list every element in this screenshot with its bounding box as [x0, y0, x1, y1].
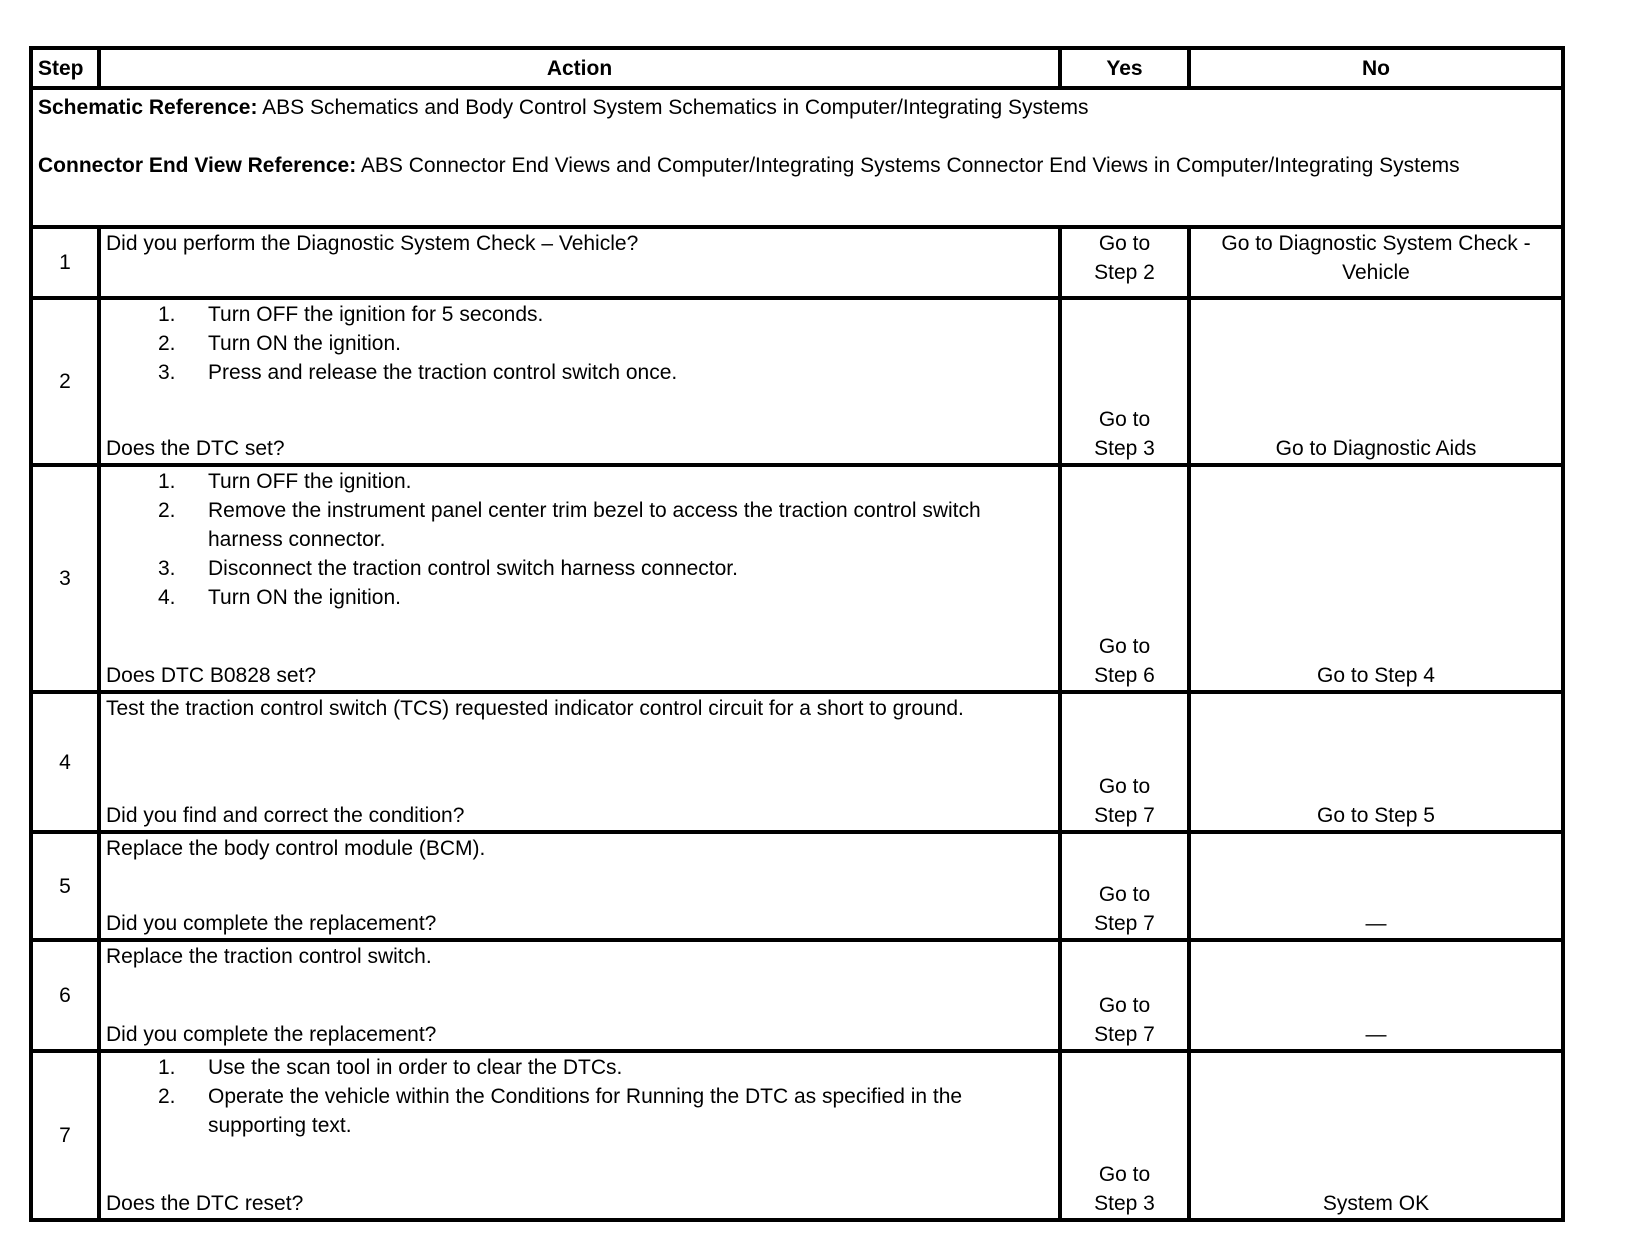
item-text: Operate the vehicle within the Conditions for Running the DTC as specified in the supporting text. — [208, 1085, 963, 1137]
item-text: Remove the instrument panel center trim bezel to access the traction control switch harness connector. — [208, 499, 981, 551]
action-list-item — [106, 1053, 1053, 1082]
step-number: 3 — [31, 465, 99, 692]
connector-reference-text: ABS Connector End Views and Computer/Integrating Systems Connector End Views in Computer/Integrating Systems — [356, 154, 1460, 177]
step-number: 7 — [31, 1051, 99, 1220]
item-number: 2. — [158, 499, 176, 522]
action-cell — [99, 832, 1060, 940]
item-number: 3. — [158, 361, 176, 384]
header-action: Action — [99, 48, 1060, 88]
yes-cell: Go to Step 3 — [1060, 1051, 1189, 1220]
table-row — [31, 940, 1563, 1051]
item-text: Disconnect the traction control switch harness connector. — [208, 557, 738, 580]
item-number: 1. — [158, 470, 176, 493]
action-cell — [99, 1051, 1060, 1220]
action-question: Does the DTC set? — [106, 437, 285, 460]
yes-cell: Go to Step 3 — [1060, 298, 1189, 465]
action-question: Did you complete the replacement? — [106, 912, 437, 935]
no-cell: Go to Step 5 — [1189, 692, 1563, 832]
no-cell: — — [1189, 832, 1563, 940]
header-no: No — [1189, 48, 1563, 88]
item-number: 3. — [158, 557, 176, 580]
action-question: Did you complete the replacement? — [106, 1023, 437, 1046]
action-question: Did you find and correct the condition? — [106, 804, 465, 827]
action-cell — [99, 940, 1060, 1051]
yes-cell: Go to Step 7 — [1060, 832, 1189, 940]
schematic-reference-text: ABS Schematics and Body Control System Schematics in Computer/Integrating Systems — [257, 96, 1089, 119]
table-row — [31, 227, 1563, 298]
yes-cell: Go to Step 7 — [1060, 940, 1189, 1051]
item-text: Use the scan tool in order to clear the DTCs. — [208, 1056, 623, 1079]
schematic-reference-label: Schematic Reference: — [38, 96, 258, 119]
action-intro: Replace the body control module (BCM). — [106, 837, 486, 860]
diagnostic-table — [29, 46, 1565, 1222]
action-list-item — [106, 467, 1053, 496]
table-row — [31, 298, 1563, 465]
connector-reference-label: Connector End View Reference: — [38, 154, 357, 177]
yes-cell: Go to Step 2 — [1060, 227, 1189, 298]
item-number: 4. — [158, 586, 176, 609]
item-number: 1. — [158, 303, 176, 326]
item-text: Turn ON the ignition. — [208, 586, 401, 609]
reference-row — [31, 88, 1563, 227]
yes-cell: Go to Step 6 — [1060, 465, 1189, 692]
action-cell — [99, 465, 1060, 692]
header-step: Step — [31, 48, 99, 88]
reference-cell — [31, 88, 1563, 227]
action-question: Does DTC B0828 set? — [106, 664, 317, 687]
no-cell: Go to Step 4 — [1189, 465, 1563, 692]
header-row — [31, 48, 1563, 88]
step-number: 6 — [31, 940, 99, 1051]
step-number: 4 — [31, 692, 99, 832]
table-row — [31, 692, 1563, 832]
header-yes: Yes — [1060, 48, 1189, 88]
step-number: 1 — [31, 227, 99, 298]
table-row — [31, 1051, 1563, 1220]
action-cell — [99, 298, 1060, 465]
yes-cell: Go to Step 7 — [1060, 692, 1189, 832]
step-number: 2 — [31, 298, 99, 465]
action-list-item — [106, 583, 1053, 612]
item-text: Turn OFF the ignition for 5 seconds. — [208, 303, 544, 326]
action-intro: Replace the traction control switch. — [106, 945, 432, 968]
action-list-item — [106, 496, 1053, 554]
step-number: 5 — [31, 832, 99, 940]
item-number: 2. — [158, 1085, 176, 1108]
action-list — [106, 1053, 1053, 1140]
action-question: Does the DTC reset? — [106, 1192, 304, 1215]
table-row — [31, 832, 1563, 940]
action-cell — [99, 227, 1060, 298]
action-list-item — [106, 329, 1053, 358]
action-cell — [99, 692, 1060, 832]
action-list — [106, 300, 1053, 387]
no-cell: Go to Diagnostic System Check - Vehicle — [1189, 227, 1563, 298]
action-list-item — [106, 1082, 1053, 1140]
no-cell: — — [1189, 940, 1563, 1051]
item-text: Press and release the traction control switch once. — [208, 361, 678, 384]
action-intro: Test the traction control switch (TCS) requested indicator control circuit for a short to ground. — [106, 697, 964, 720]
item-number: 2. — [158, 332, 176, 355]
item-text: Turn ON the ignition. — [208, 332, 401, 355]
action-list-item — [106, 554, 1053, 583]
table-row — [31, 465, 1563, 692]
no-cell: Go to Diagnostic Aids — [1189, 298, 1563, 465]
item-number: 1. — [158, 1056, 176, 1079]
no-cell: System OK — [1189, 1051, 1563, 1220]
action-intro: Did you perform the Diagnostic System Check – Vehicle? — [106, 232, 639, 255]
action-list-item — [106, 300, 1053, 329]
action-list-item — [106, 358, 1053, 387]
item-text: Turn OFF the ignition. — [208, 470, 412, 493]
action-list — [106, 467, 1053, 612]
